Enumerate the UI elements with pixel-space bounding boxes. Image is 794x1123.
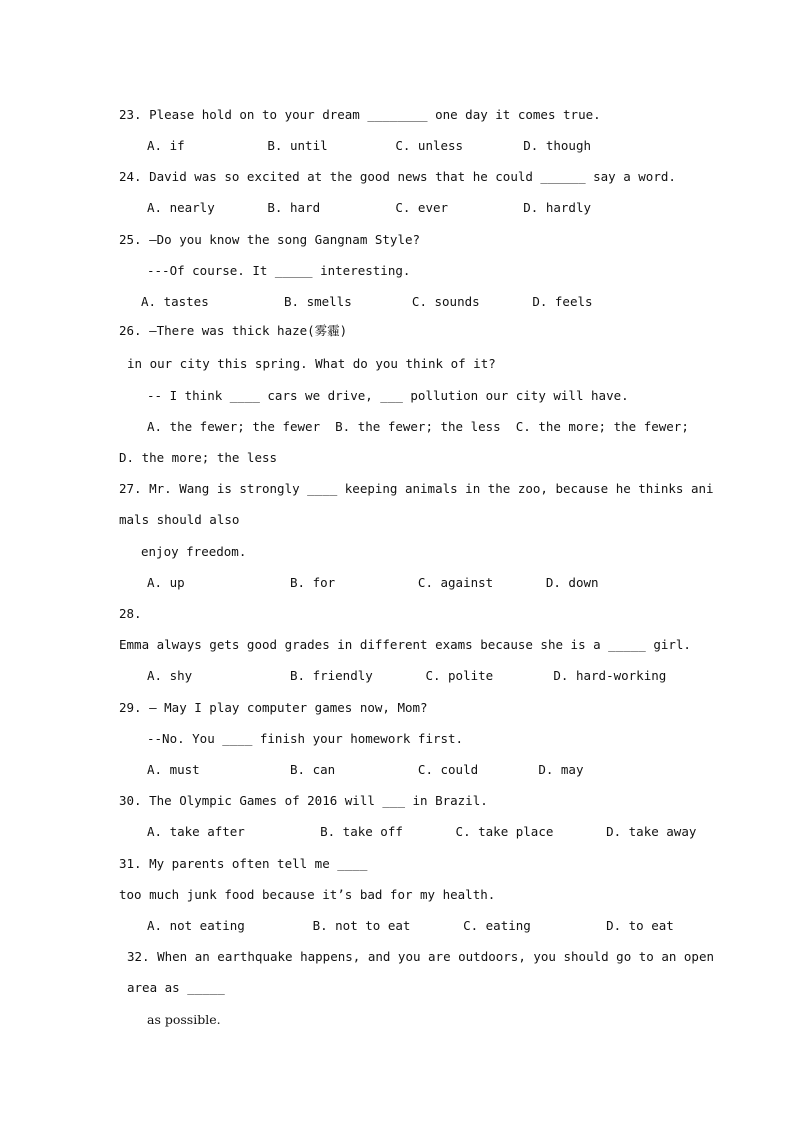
q27-stem-cont: mals should also xyxy=(119,512,240,527)
q26-reply: -- I think ____ cars we drive, ___ pollution our city will have. xyxy=(147,388,629,403)
q26-stem: 26. –There was thick haze(雾霾) xyxy=(119,323,348,338)
q30-options: A. take after B. take off C. take place D. take away xyxy=(147,824,697,839)
q29-reply: --No. You ____ finish your homework first. xyxy=(147,731,464,746)
q25-options: A. tastes B. smells C. sounds D. feels xyxy=(141,294,593,309)
q29-options: A. must B. can C. could D. may xyxy=(147,762,584,777)
q27-stem: 27. Mr. Wang is strongly ____ keeping animals in the zoo, because he thinks ani xyxy=(119,481,714,496)
q26-options: A. the fewer; the fewer B. the fewer; the less C. the more; the fewer; xyxy=(147,419,689,434)
q23-options: A. if B. until C. unless D. though xyxy=(147,138,592,153)
q24-options: A. nearly B. hard C. ever D. hardly xyxy=(147,200,592,215)
q32-stem: 32. When an earthquake happens, and you are outdoors, you should go to an open xyxy=(127,949,714,964)
q25-stem: 25. —Do you know the song Gangnam Style? xyxy=(119,232,421,247)
q23-stem: 23. Please hold on to your dream ________ one day it comes true. xyxy=(119,107,601,122)
q29-stem: 29. – May I play computer games now, Mom? xyxy=(119,700,428,715)
q26-stem-cont: in our city this spring. What do you think of it? xyxy=(127,356,496,371)
q24-stem: 24. David was so excited at the good news that he could ______ say a word. xyxy=(119,169,676,184)
q28-options: A. shy B. friendly C. polite D. hard-working xyxy=(147,668,667,683)
q28-stem: Emma always gets good grades in different exams because she is a _____ girl. xyxy=(119,637,691,652)
q26-options-cont: D. the more; the less xyxy=(119,450,278,465)
q30-stem: 30. The Olympic Games of 2016 will ___ in Brazil. xyxy=(119,793,488,808)
q25-reply: ---Of course. It _____ interesting. xyxy=(147,263,411,278)
q31-stem-cont: too much junk food because it’s bad for my health. xyxy=(119,887,496,902)
q31-options: A. not eating B. not to eat C. eating D. to eat xyxy=(147,918,674,933)
q27-options: A. up B. for C. against D. down xyxy=(147,575,599,590)
q32-stem-cont: area as _____ xyxy=(127,980,225,995)
q27-stem-cont2: enjoy freedom. xyxy=(141,544,247,559)
q32-stem-cont2: as possible. xyxy=(147,1012,221,1027)
q31-stem: 31. My parents often tell me ____ xyxy=(119,856,368,871)
q28-number: 28. xyxy=(119,606,142,621)
